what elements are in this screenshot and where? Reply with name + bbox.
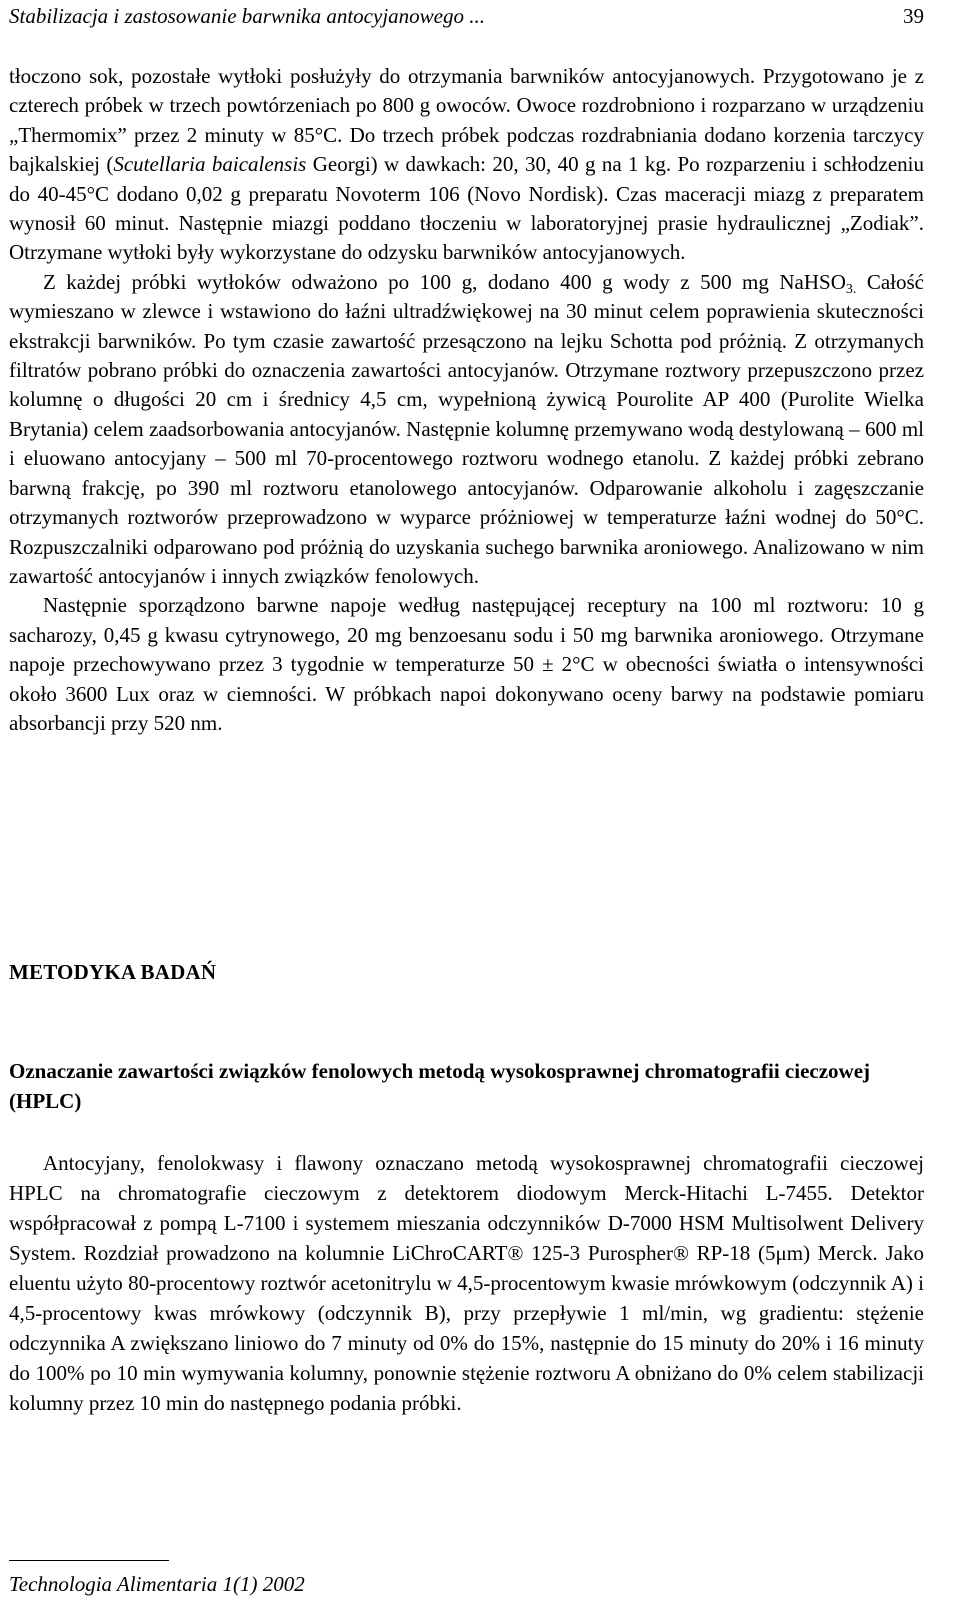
species-name: Scutellaria baicalensis — [113, 152, 307, 177]
text-run: Georgi) w dawkach: 20, 30, 40 g na 1 kg. Po rozparzeniu i schłodzeniu do 40-45°C dodano 0,02 g preparatu Novoterm 106 (Novo Nordisk). Czas maceracji miazg z preparatem wynosił 60 minut. Następnie miazgi poddano tłoczeniu w laboratoryjnej prasie hydraulicznej „Zodiak”. Otrzymane wytłoki były wykorzystane do odzysku barwników antocyjanowych. — [9, 152, 924, 265]
paragraph: Następnie sporządzono barwne napoje według następującej receptury na 100 ml roztworu: 10 g sacharozy, 0,45 g kwasu cytrynowego, 20 mg benzoesanu sodu i 50 mg barwnika aroniowego. Otrzymane napoje przechowywano przez 3 tygodnie w temperaturze 50 ± 2°C w obecności światła o intensywności około 3600 Lux oraz w ciemności. W próbkach napoi dokonywano oceny barwy na podstawie pomiaru absorbancji przy 520 nm. — [9, 593, 924, 735]
text-run: Całość wymieszano w zlewce i wstawiono do łaźni ultradźwiękowej na 30 minut celem poprawienia skuteczności ekstrakcji barwników. Po tym czasie zawartość przesączono na lejku Schotta pod próżnią. Z otrzymanych filtratów pobrano próbki do oznaczenia zawartości antocyjanów. Otrzymane roztwory przepuszczono przez kolumnę o długości 20 cm i średnicy 4,5 cm, wypełnioną żywicą Pourolite AP 400 (Purolite Wielka Brytania) celem zaadsorbowania antocyjanów. Następnie kolumnę przemywano wodą destylowaną – 600 ml i eluowano antocyjany – 500 ml 70-procentowego roztworu wodnego etanolu. Z każdej próbki zebrano barwną frakcję, po 390 ml roztworu etanolowego antocyjanów. Odparowanie alkoholu i zagęszczanie otrzymanych roztworów przeprowadzono w wyparce próżniowej w temperaturze łaźni wodnej do 50°C. Rozpuszczalniki odparowano pod próżnią do uzyskania suchego barwnika aroniowego. Analizowano w nim zawartość antocyjanów i innych związków fenolowych. — [9, 269, 924, 588]
intro-text — [9, 62, 924, 738]
footer-journal: Technologia Alimentaria 1(1) 2002 — [9, 1572, 305, 1596]
text-run: Z każdej próbki wytłoków odważono po 100 g, dodano 400 g wody z 500 mg NaHSO — [43, 269, 846, 294]
section-heading: METODYKA BADAŃ — [9, 960, 217, 984]
paragraph — [9, 62, 924, 268]
subscript: 3. — [845, 281, 857, 297]
subsection-heading: Oznaczanie zawartości związków fenolowych metodą wysokosprawnej chromatografii cieczowej (HPLC) — [9, 1059, 871, 1113]
text-run: tłoczono sok, pozostałe wytłoki posłużyły do otrzymania barwników antocyjanowych. Przygotowano je z czterech próbek w trzech powtórzeniach po 800 g owoców. Owoce rozdrobniono i rozparzano w urządzeniu „Thermomix” przez 2 minuty w 85°C. Do trzech próbek podczas rozdrabniania dodano korzenia tarczycy bajkalskiej ( — [9, 64, 924, 177]
page-number: 39 — [903, 4, 924, 28]
running-header — [9, 4, 924, 36]
paragraph: Antocyjany, fenolokwasy i flawony oznaczano metodą wysokosprawnej chromatografii cieczowej HPLC na chromatografie cieczowym z detektorem diodowym Merck-Hitachi L-7455. Detektor współpracował z pompą L-7100 i systemem mieszania odczynników D-7000 HSM Multisolwent Delivery System. Rozdział prowadzono na kolumnie LiChroCART® 125-3 Purospher® RP-18 (5μm) Merck. Jako eluentu użyto 80-procentowy roztwór acetonitrylu w 4,5-procentowym kwasie mrówkowym (odczynnik A) i 4,5-procentowy kwas mrówkowy (odczynnik B), przy przepływie 1 ml/min, wg gradientu: stężenie odczynnika A zwiększano liniowo do 7 minuty od 0% do 15%, następnie do 15 minuty do 20% i 16 minuty do 100% po 10 min wymywania kolumny, ponownie stężenie roztworu A obniżano do 0% celem stabilizacji kolumny przez 10 min do następnego podania próbki. — [9, 1151, 924, 1415]
footer-divider — [9, 1560, 169, 1561]
methods-text — [9, 1148, 924, 1418]
running-title: Stabilizacja i zastosowanie barwnika antocyjanowego ... — [9, 4, 485, 28]
paragraph — [9, 268, 924, 591]
